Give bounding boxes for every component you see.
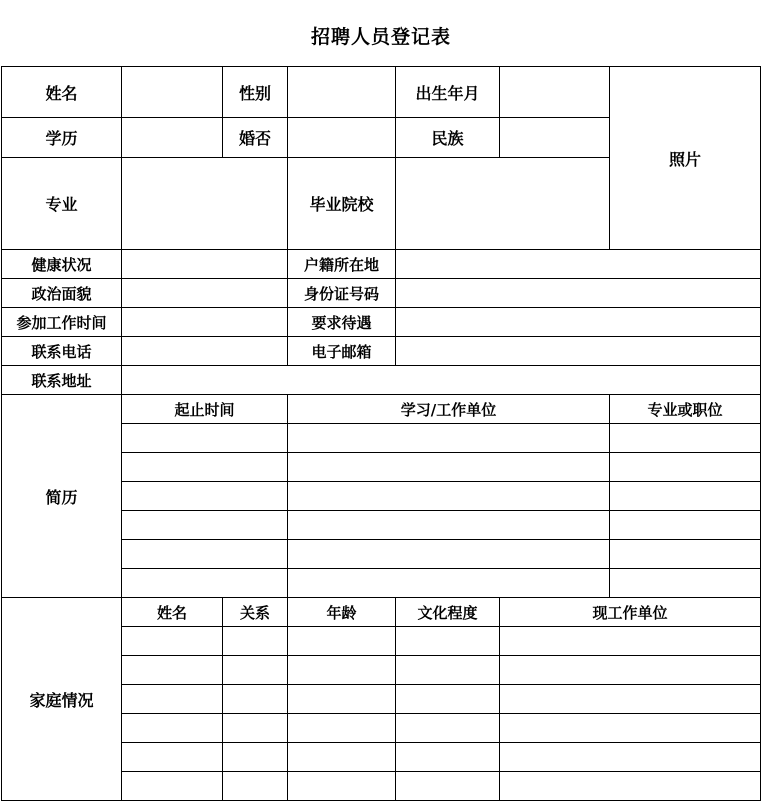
resume-header-period: 起止时间 bbox=[122, 395, 288, 424]
education-label: 学历 bbox=[2, 118, 122, 158]
family-education-cell[interactable] bbox=[396, 714, 500, 743]
family-age-cell[interactable] bbox=[288, 714, 396, 743]
gender-label: 性别 bbox=[223, 67, 288, 118]
work-start-label: 参加工作时间 bbox=[2, 308, 122, 337]
resume-organization-cell[interactable] bbox=[288, 540, 610, 569]
family-age-cell[interactable] bbox=[288, 656, 396, 685]
resume-organization-cell[interactable] bbox=[288, 453, 610, 482]
address-field[interactable] bbox=[122, 366, 761, 395]
phone-field[interactable] bbox=[122, 337, 288, 366]
resume-period-cell[interactable] bbox=[122, 482, 288, 511]
political-label: 政治面貌 bbox=[2, 279, 122, 308]
resume-organization-cell[interactable] bbox=[288, 424, 610, 453]
gender-field[interactable] bbox=[288, 67, 396, 118]
ethnicity-field[interactable] bbox=[500, 118, 610, 158]
family-header-name: 姓名 bbox=[122, 598, 223, 627]
ethnicity-label: 民族 bbox=[396, 118, 500, 158]
major-label: 专业 bbox=[2, 158, 122, 250]
school-field[interactable] bbox=[396, 158, 610, 250]
health-field[interactable] bbox=[122, 250, 288, 279]
family-employer-cell[interactable] bbox=[500, 714, 761, 743]
email-field[interactable] bbox=[396, 337, 761, 366]
resume-organization-cell[interactable] bbox=[288, 511, 610, 540]
name-label: 姓名 bbox=[2, 67, 122, 118]
id-number-field[interactable] bbox=[396, 279, 761, 308]
family-age-cell[interactable] bbox=[288, 685, 396, 714]
family-employer-cell[interactable] bbox=[500, 627, 761, 656]
resume-position-cell[interactable] bbox=[610, 453, 761, 482]
family-education-cell[interactable] bbox=[396, 685, 500, 714]
family-age-cell[interactable] bbox=[288, 772, 396, 801]
family-name-cell[interactable] bbox=[122, 627, 223, 656]
resume-period-cell[interactable] bbox=[122, 540, 288, 569]
resume-header-organization: 学习/工作单位 bbox=[288, 395, 610, 424]
salary-label: 要求待遇 bbox=[288, 308, 396, 337]
registration-form-table bbox=[1, 66, 761, 801]
family-name-cell[interactable] bbox=[122, 743, 223, 772]
family-name-cell[interactable] bbox=[122, 714, 223, 743]
family-relation-cell[interactable] bbox=[223, 685, 288, 714]
resume-label: 简历 bbox=[2, 395, 122, 598]
health-label: 健康状况 bbox=[2, 250, 122, 279]
birth-field[interactable] bbox=[500, 67, 610, 118]
address-label: 联系地址 bbox=[2, 366, 122, 395]
resume-header-position: 专业或职位 bbox=[610, 395, 761, 424]
family-education-cell[interactable] bbox=[396, 743, 500, 772]
family-name-cell[interactable] bbox=[122, 656, 223, 685]
resume-period-cell[interactable] bbox=[122, 511, 288, 540]
family-employer-cell[interactable] bbox=[500, 656, 761, 685]
family-employer-cell[interactable] bbox=[500, 743, 761, 772]
major-field[interactable] bbox=[122, 158, 288, 250]
form-title: 招聘人员登记表 bbox=[310, 26, 451, 48]
phone-label: 联系电话 bbox=[2, 337, 122, 366]
family-name-cell[interactable] bbox=[122, 685, 223, 714]
family-age-cell[interactable] bbox=[288, 627, 396, 656]
resume-position-cell[interactable] bbox=[610, 511, 761, 540]
birth-label: 出生年月 bbox=[396, 67, 500, 118]
family-header-relation: 关系 bbox=[223, 598, 288, 627]
education-field[interactable] bbox=[122, 118, 223, 158]
resume-period-cell[interactable] bbox=[122, 424, 288, 453]
photo-box[interactable]: 照片 bbox=[610, 67, 761, 250]
family-relation-cell[interactable] bbox=[223, 656, 288, 685]
work-start-field[interactable] bbox=[122, 308, 288, 337]
family-header-education: 文化程度 bbox=[396, 598, 500, 627]
resume-organization-cell[interactable] bbox=[288, 482, 610, 511]
email-label: 电子邮箱 bbox=[288, 337, 396, 366]
family-label: 家庭情况 bbox=[2, 598, 122, 801]
id-number-label: 身份证号码 bbox=[288, 279, 396, 308]
political-field[interactable] bbox=[122, 279, 288, 308]
resume-period-cell[interactable] bbox=[122, 569, 288, 598]
family-education-cell[interactable] bbox=[396, 772, 500, 801]
hukou-label: 户籍所在地 bbox=[288, 250, 396, 279]
family-name-cell[interactable] bbox=[122, 772, 223, 801]
family-header-employer: 现工作单位 bbox=[500, 598, 761, 627]
resume-position-cell[interactable] bbox=[610, 482, 761, 511]
family-header-age: 年龄 bbox=[288, 598, 396, 627]
resume-organization-cell[interactable] bbox=[288, 569, 610, 598]
family-education-cell[interactable] bbox=[396, 656, 500, 685]
hukou-field[interactable] bbox=[396, 250, 761, 279]
school-label: 毕业院校 bbox=[288, 158, 396, 250]
resume-position-cell[interactable] bbox=[610, 424, 761, 453]
family-age-cell[interactable] bbox=[288, 743, 396, 772]
marital-label: 婚否 bbox=[223, 118, 288, 158]
resume-period-cell[interactable] bbox=[122, 453, 288, 482]
resume-position-cell[interactable] bbox=[610, 540, 761, 569]
family-relation-cell[interactable] bbox=[223, 743, 288, 772]
family-employer-cell[interactable] bbox=[500, 685, 761, 714]
marital-field[interactable] bbox=[288, 118, 396, 158]
salary-field[interactable] bbox=[396, 308, 761, 337]
resume-position-cell[interactable] bbox=[610, 569, 761, 598]
family-education-cell[interactable] bbox=[396, 627, 500, 656]
name-field[interactable] bbox=[122, 67, 223, 118]
family-relation-cell[interactable] bbox=[223, 627, 288, 656]
family-employer-cell[interactable] bbox=[500, 772, 761, 801]
family-relation-cell[interactable] bbox=[223, 772, 288, 801]
family-relation-cell[interactable] bbox=[223, 714, 288, 743]
